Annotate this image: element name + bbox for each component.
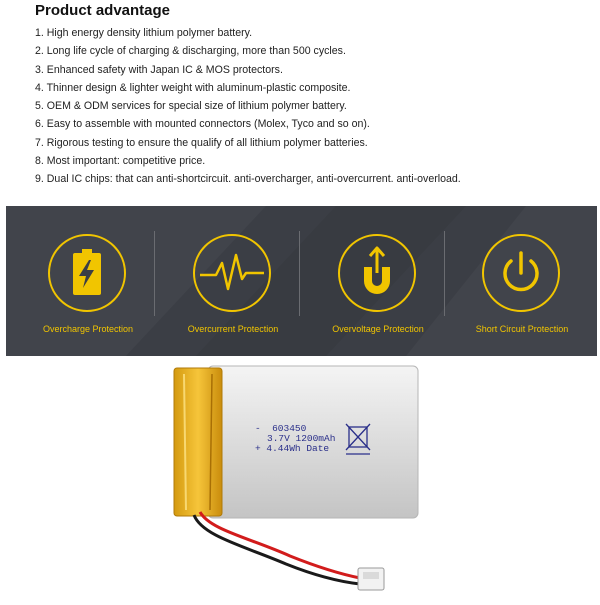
advantage-item: 4. Thinner design & lighter weight with aluminum-plastic composite. (35, 81, 351, 94)
short-circuit-protection (447, 206, 597, 356)
overvoltage-label: Overvoltage Protection (332, 324, 424, 334)
power-icon (481, 233, 561, 313)
section-heading: Product advantage (35, 2, 171, 19)
minus-sign: - (255, 423, 261, 434)
pulse-icon (192, 233, 272, 313)
advantage-item: 9. Dual IC chips: that can anti-shortcircuit. anti-overcharger, anti-overcurrent. anti-overload. (35, 173, 461, 185)
advantage-item: 3. Enhanced safety with Japan IC & MOS protectors. (35, 63, 283, 76)
spec-line: 3.7V 1200mAh (267, 433, 336, 444)
label-row-energy (255, 444, 335, 454)
advantage-item: 2. Long life cycle of charging & discharging, more than 500 cycles. (35, 45, 346, 58)
advantage-item: 5. OEM & ODM services for special size of lithium polymer battery. (35, 100, 347, 112)
battery-charge-icon (47, 233, 127, 313)
divider (299, 231, 300, 316)
battery-label (255, 424, 335, 454)
magnet-arrow-icon (337, 233, 417, 313)
overcurrent-label: Overcurrent Protection (187, 324, 279, 334)
advantage-item: 8. Most important: competitive price. (35, 154, 206, 167)
overcharge-protection (13, 206, 163, 356)
advantage-item: 7. Rigorous testing to ensure the qualify of all lithium polymer batteries. (35, 136, 368, 149)
divider (154, 231, 155, 316)
overcurrent-protection (158, 206, 308, 356)
divider (444, 231, 445, 316)
advantages-list (35, 24, 461, 188)
model-number: 603450 (272, 423, 307, 434)
plus-sign: + (255, 443, 261, 454)
protection-banner (6, 206, 597, 356)
advantage-item: 1. High energy density lithium polymer battery. (35, 27, 253, 39)
advantage-item: 6. Easy to assemble with mounted connectors (Molex, Tyco and so on). (35, 118, 370, 131)
battery-product-image (160, 360, 450, 600)
energy-line: 4.44Wh Date (266, 443, 330, 454)
battery-illustration (160, 360, 450, 600)
short-circuit-label: Short Circuit Protection (475, 324, 569, 334)
overcharge-label: Overcharge Protection (42, 324, 134, 334)
overvoltage-protection (303, 206, 453, 356)
